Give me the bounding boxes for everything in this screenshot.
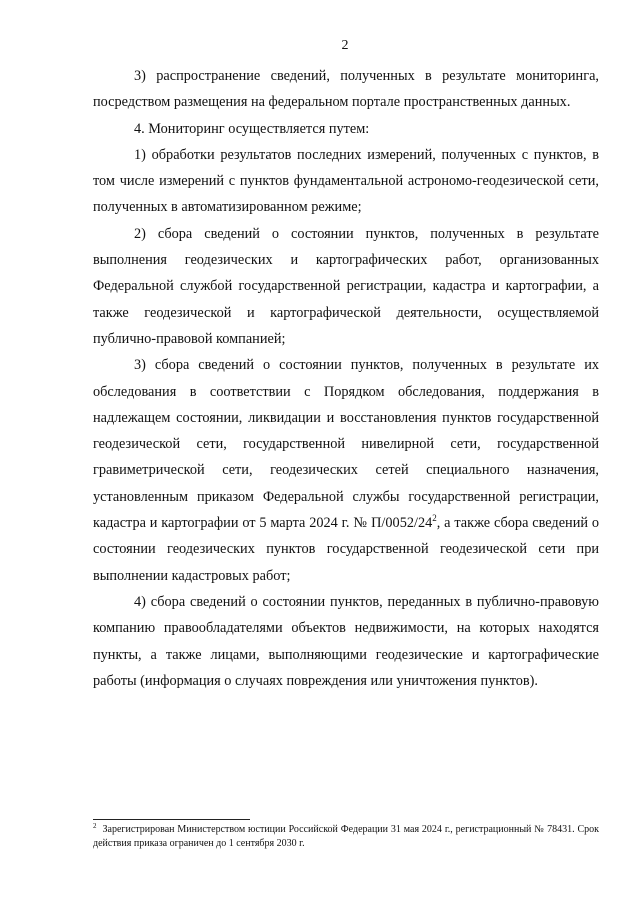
- footnote-text: Зарегистрирован Министерством юстиции Российской Федерации 31 мая 2024 г., регистрационный № 78431. Срок действия приказа ограничен до 1 сентября 2030 г.: [93, 824, 599, 849]
- footnote-mark: 2: [93, 821, 97, 830]
- paragraph-section-4-heading: 4. Мониторинг осуществляется путем:: [134, 120, 370, 137]
- paragraph-item-1-processing: 1) обработки результатов последних измерений, полученных с пунктов, в том числе измерений с пунктов фундаментальной астрономо-геодезической сети, полученных в автоматизированном режиме;: [93, 146, 599, 216]
- paragraph-item-3-inspection: [93, 352, 599, 589]
- paragraph-item-2-collection: 2) сбора сведений о состоянии пунктов, полученных в результате выполнения геодезических и картографических работ, организованных Федеральной службой государственной регистрации, кадастра и картографии, а также геодезической и картографической деятельности, осуществляемой публично-правовой компанией;: [93, 225, 599, 347]
- footnote: [93, 823, 599, 851]
- document-body: [93, 63, 599, 694]
- paragraph-item-3-distribution: 3) распространение сведений, полученных в результате мониторинга, посредством размещения на федеральном портале пространственных данных.: [93, 68, 599, 111]
- page-number: 2: [341, 38, 349, 53]
- paragraph-text-after-ref: , а также сбора сведений о состоянии геодезических пунктов государственной геодезической сети при выполнении кадастровых работ;: [93, 515, 599, 584]
- footnote-reference[interactable]: 2: [432, 513, 437, 524]
- footnote-divider: [93, 819, 250, 820]
- paragraph-text-before-ref: 3) сбора сведений о состоянии пунктов, полученных в результате их обследования в соответствии с Порядком обследования, поддержания в надлежащем состоянии, ликвидации и восстановления пунктов государственной геодезической сети, государственной нивелирной сети, государственной гравиметрической сети, геодезических сетей специального назначения, установленным приказом Федеральной службы государственной регистрации, кадастра и картографии от 5 марта 2024 г. № П/0052/24: [93, 357, 599, 532]
- paragraph-item-4-transferred: 4) сбора сведений о состоянии пунктов, переданных в публично-правовую компанию правообладателями объектов недвижимости, на которых находятся пункты, а также лицами, выполняющими геодезические и картографические работы (информация о случаях повреждения или уничтожения пунктов).: [93, 593, 599, 689]
